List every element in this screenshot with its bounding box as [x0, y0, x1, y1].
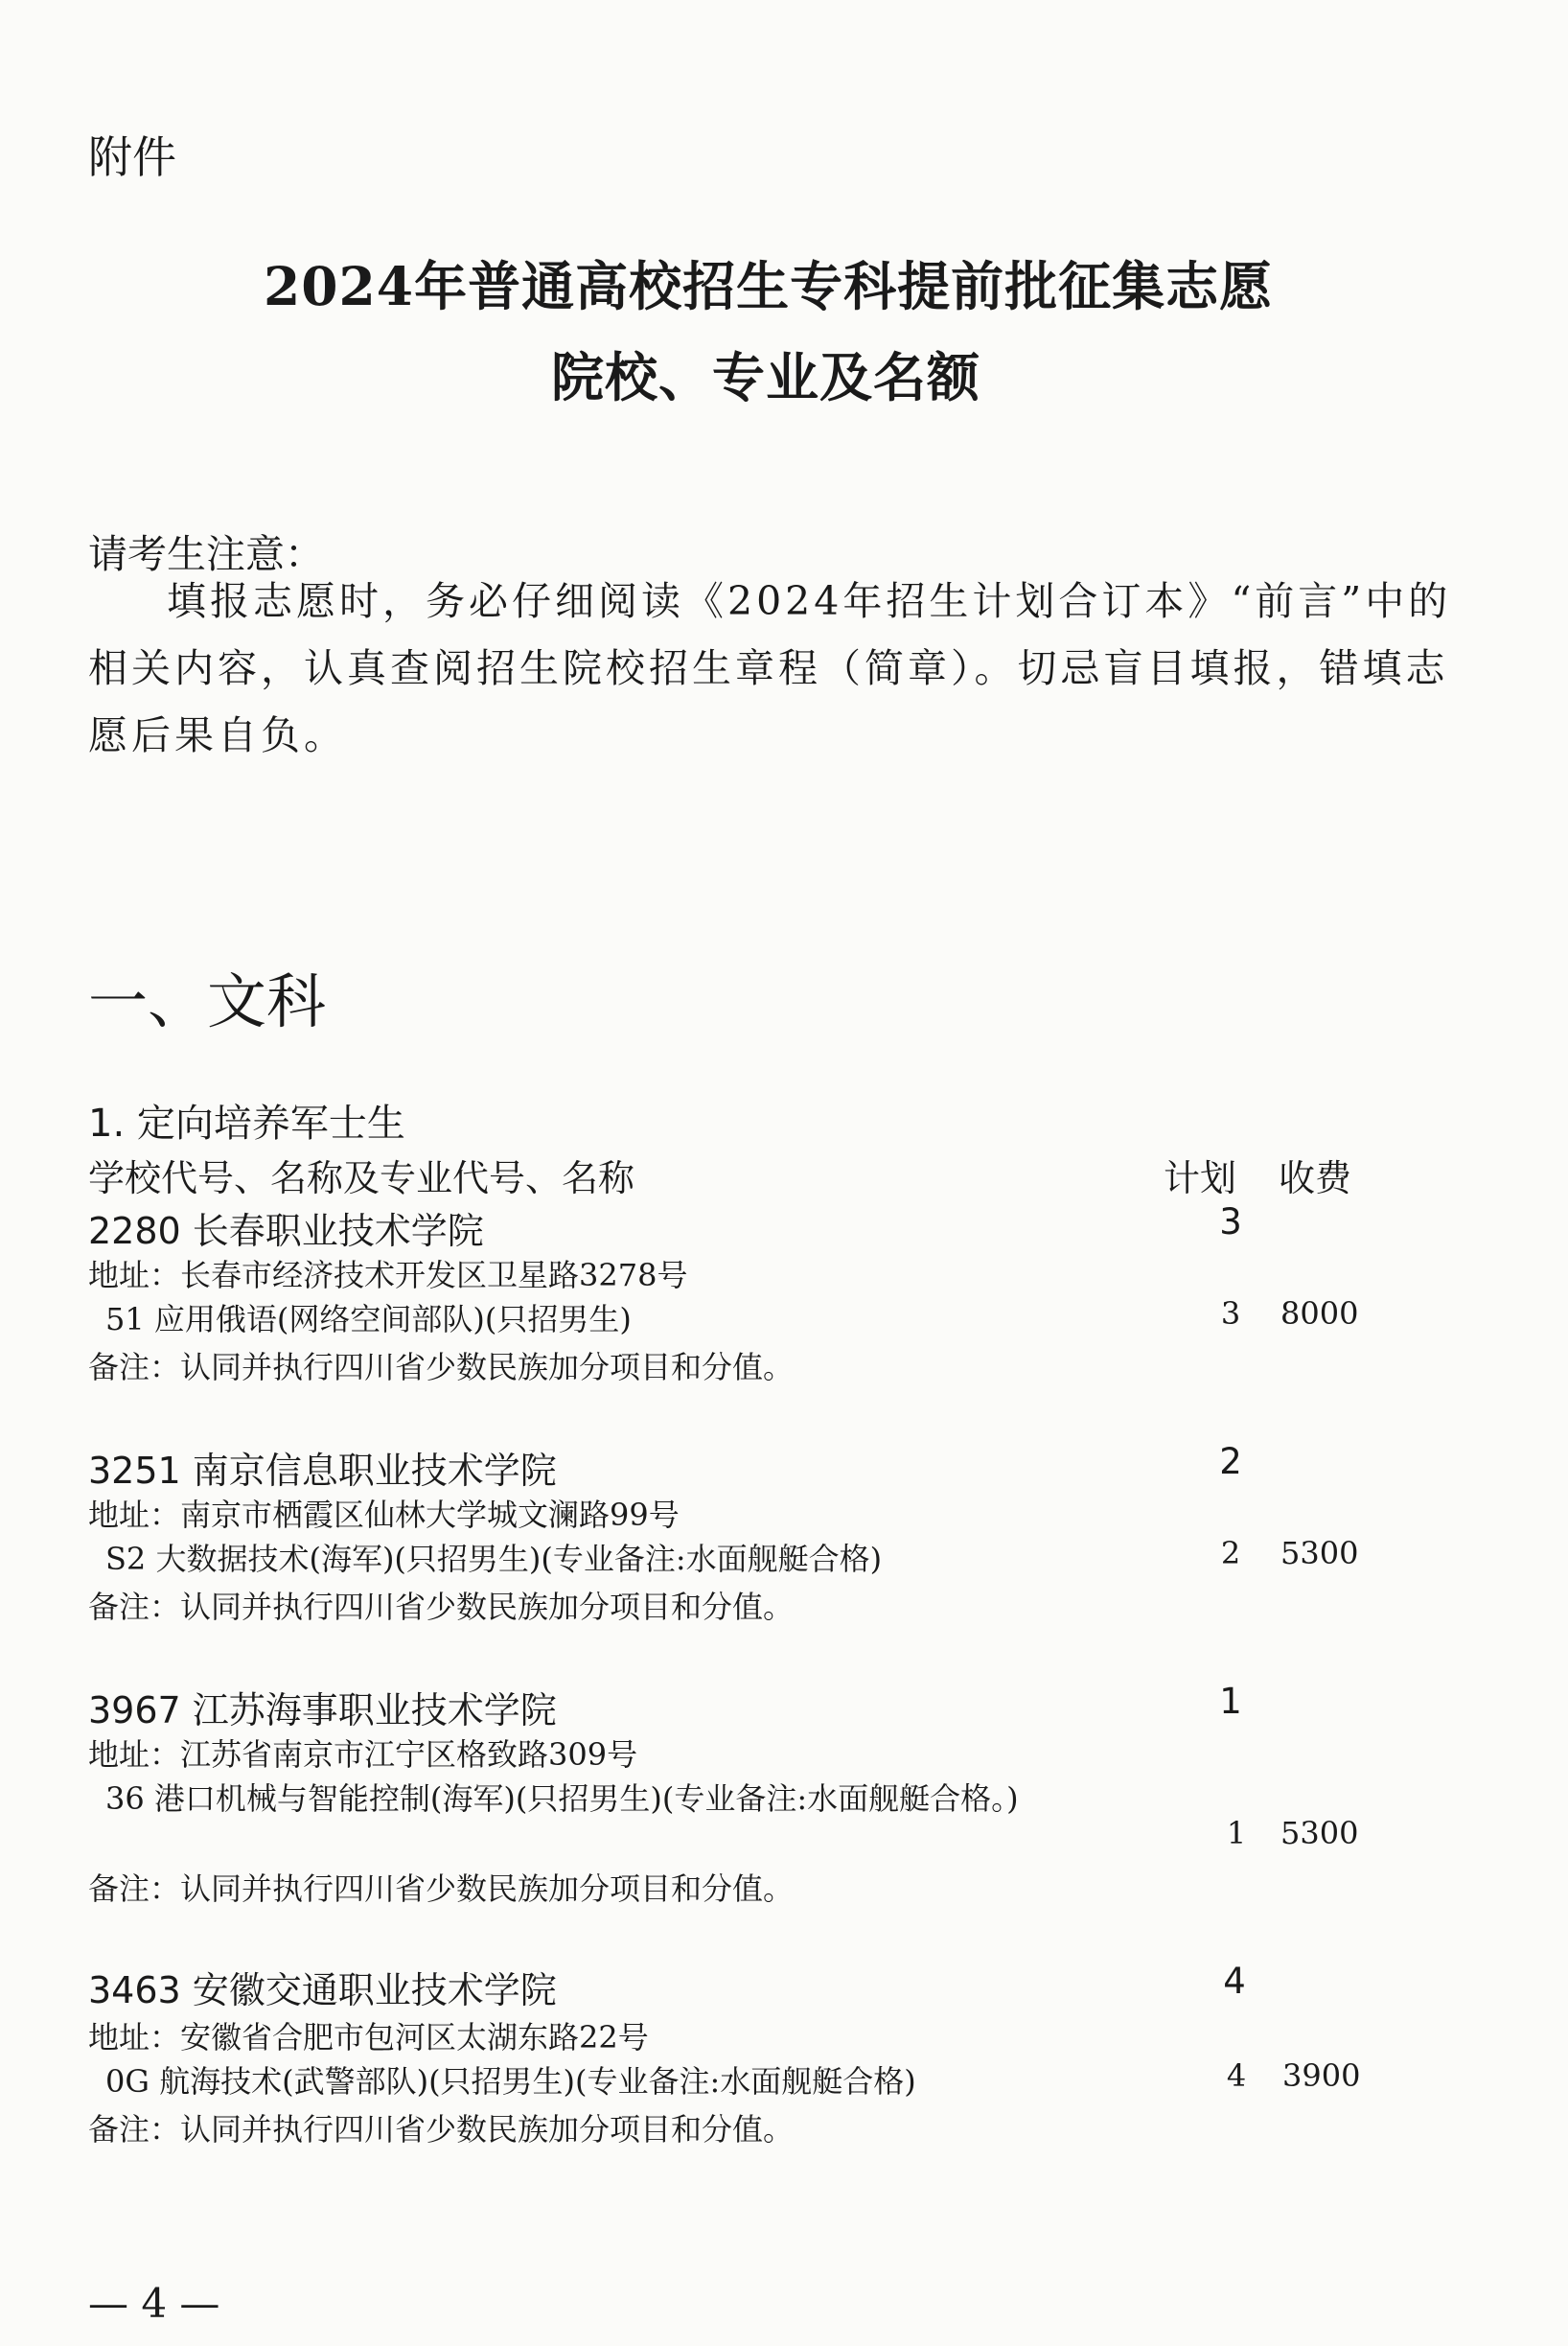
school-remark: 备注：认同并执行四川省少数民族加分项目和分值。 [88, 2111, 795, 2148]
school-remark: 备注：认同并执行四川省少数民族加分项目和分值。 [88, 1349, 795, 1385]
section-title: 一、文科 [88, 966, 327, 1036]
page-number: — 4 — [88, 2280, 220, 2327]
major-fee: 5300 [1280, 1535, 1359, 1571]
subsection-title: 1. 定向培养军士生 [88, 1102, 405, 1146]
school-address: 地址：南京市栖霞区仙林大学城文澜路99号 [88, 1497, 680, 1533]
table-header-fee: 收费 [1279, 1157, 1352, 1199]
major-plan: 2 [1220, 1535, 1241, 1571]
school-address: 地址：安徽省合肥市包河区太湖东路22号 [88, 2019, 649, 2056]
major-plan: 3 [1220, 1295, 1241, 1332]
school-remark: 备注：认同并执行四川省少数民族加分项目和分值。 [88, 1870, 795, 1907]
school-name: 3463 安徽交通职业技术学院 [88, 1969, 557, 2011]
school-plan: 2 [1219, 1441, 1242, 1482]
school-address: 地址：江苏省南京市江宁区格致路309号 [88, 1736, 638, 1773]
table-header-label: 学校代号、名称及专业代号、名称 [88, 1157, 635, 1199]
major-plan: 1 [1226, 1815, 1247, 1851]
major-name: 0G 航海技术(武警部队)(只招男生)(专业备注:水面舰艇合格) [105, 2063, 916, 2100]
major-name: 36 港口机械与智能控制(海军)(只招男生)(专业备注:水面舰艇合格。) [105, 1780, 1019, 1817]
school-address: 地址：长春市经济技术开发区卫星路3278号 [88, 1257, 688, 1293]
school-plan: 3 [1219, 1201, 1242, 1243]
school-name: 2280 长春职业技术学院 [88, 1210, 484, 1252]
notice-heading: 请考生注意： [88, 531, 324, 577]
table-header-plan: 计划 [1164, 1157, 1237, 1199]
major-fee: 8000 [1280, 1295, 1359, 1332]
major-name: S2 大数据技术(海军)(只招男生)(专业备注:水面舰艇合格) [105, 1541, 883, 1577]
school-name: 3251 南京信息职业技术学院 [88, 1450, 557, 1492]
document-title-line2: 院校、专业及名额 [551, 346, 981, 408]
major-plan: 4 [1226, 2057, 1247, 2094]
major-fee: 5300 [1280, 1815, 1359, 1851]
school-remark: 备注：认同并执行四川省少数民族加分项目和分值。 [88, 1589, 795, 1625]
major-fee: 3900 [1282, 2057, 1361, 2094]
school-plan: 1 [1219, 1681, 1242, 1722]
notice-body: 填报志愿时，务必仔细阅读《2024年招生计划合订本》“前言”中的相关内容，认真查阅招生院校招生章程（简章）。切忌盲目填报，错填志愿后果自负。 [88, 578, 1452, 758]
school-plan: 4 [1223, 1961, 1246, 2002]
school-name: 3967 江苏海事职业技术学院 [88, 1689, 557, 1731]
document-title-line1: 2024年普通高校招生专科提前批征集志愿 [264, 255, 1274, 317]
attachment-label: 附件 [88, 131, 176, 183]
major-name: 51 应用俄语(网络空间部队)(只招男生) [105, 1301, 632, 1337]
